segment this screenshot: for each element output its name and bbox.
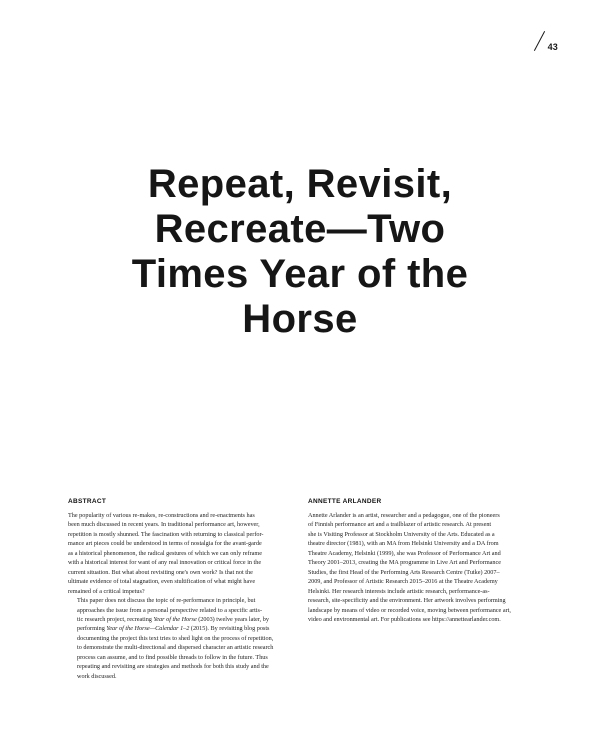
title-line: Horse xyxy=(242,297,358,341)
author-bio xyxy=(308,511,534,624)
text-line: documenting the project this text tries to shed light on the process of repetition, xyxy=(77,634,274,642)
text-line: The popularity of various re-makes, re-constructions and re-enactments has xyxy=(68,512,255,519)
text-line: repeating and revisiting are strategies and methods for both this study and the xyxy=(77,663,269,671)
text-line: research, site-specificity and the environment. Her artwork involves performing xyxy=(308,597,506,605)
author-heading: ANNETTE ARLANDER xyxy=(308,498,382,505)
work-title: Year of the Horse xyxy=(153,615,197,623)
abstract-column xyxy=(68,497,286,681)
abstract-paragraph-1 xyxy=(68,511,286,596)
text-line: she is Visiting Professor at Stockholm University of the Arts. Educated as a xyxy=(308,530,495,538)
text-line: approaches the issue from a personal perspective related to a specific artis- xyxy=(77,606,263,614)
text-line: mance art pieces could be understood in terms of nostalgia for the avant-garde xyxy=(68,540,262,548)
title-line: Recreate—Two xyxy=(154,207,446,251)
title-line: Repeat, Revisit, xyxy=(147,162,453,206)
text-line: with a historical interest for want of any real innovation or critical force in the xyxy=(68,559,262,567)
text-line: Helsinki. Her research interests include artistic research, performance-as- xyxy=(308,587,490,595)
text-line xyxy=(68,624,286,633)
page-number: 43 xyxy=(547,42,558,52)
text-run: (2003) twelve years later, by xyxy=(196,615,269,623)
text-line: 2009, and Professor of Artistic Research 2015–2016 at the Theatre Academy xyxy=(308,578,498,586)
text-line: Theory 2001–2013, creating the MA programme in Live Art and Performance xyxy=(308,559,501,567)
text-run: performing xyxy=(77,625,107,633)
text-line: as a historical phenomenon, the radical gestures of which we can only reframe xyxy=(68,549,262,557)
paper-title xyxy=(40,162,560,342)
text-line: repetition is mostly shunned. The fascination with returning to classical perfor- xyxy=(68,530,264,538)
text-line: to demonstrate the multi-directional and dispersed character an artistic research xyxy=(77,644,274,652)
work-title: Year of the Horse—Calendar 1–2 xyxy=(106,625,190,633)
text-line: Studies, the first Head of the Performing Arts Research Centre (Tutke) 2007– xyxy=(308,568,500,576)
text-line: video and environmental art. For publications see https://annettearlander.com. xyxy=(308,615,501,623)
text-run: (2015). By revisiting blog posts xyxy=(189,625,270,633)
text-line: ultimate evidence of total stagnation, even stultification of what might have xyxy=(68,578,256,586)
page-slash-divider xyxy=(533,31,544,51)
abstract-heading: ABSTRACT xyxy=(68,498,107,505)
text-run: tic research project, recreating xyxy=(77,615,154,623)
text-line: process can assume, and to find possible threads to follow in the future. Thus xyxy=(77,653,268,661)
text-line: of Finnish performance art and a trailblazer of artistic research. At present xyxy=(308,521,492,529)
text-line: work discussed. xyxy=(77,672,117,680)
text-line: been much discussed in recent years. In traditional performance art, however, xyxy=(68,521,260,529)
title-line: Times Year of the xyxy=(131,252,469,296)
author-column xyxy=(308,497,534,624)
text-line: remained of a critical impetus? xyxy=(68,587,145,595)
text-line xyxy=(68,615,286,624)
text-line: current situation. But what about revisiting one's own work? Is that not the xyxy=(68,568,253,576)
page-number-group xyxy=(539,30,558,52)
text-line: landscape by means of video or recorded voice, moving between performance art, xyxy=(308,606,511,614)
text-line: theatre director (1981), with an MA from Helsinki University and a DA from xyxy=(308,540,499,548)
abstract-paragraph-2 xyxy=(68,596,286,681)
text-line: Theatre Academy, Helsinki (1999), she was Professor of Performance Art and xyxy=(308,549,501,557)
text-line: Annette Arlander is an artist, researcher and a pedagogue, one of the pioneers xyxy=(308,512,500,519)
text-line: This paper does not discuss the topic of re-performance in principle, but xyxy=(77,597,256,605)
